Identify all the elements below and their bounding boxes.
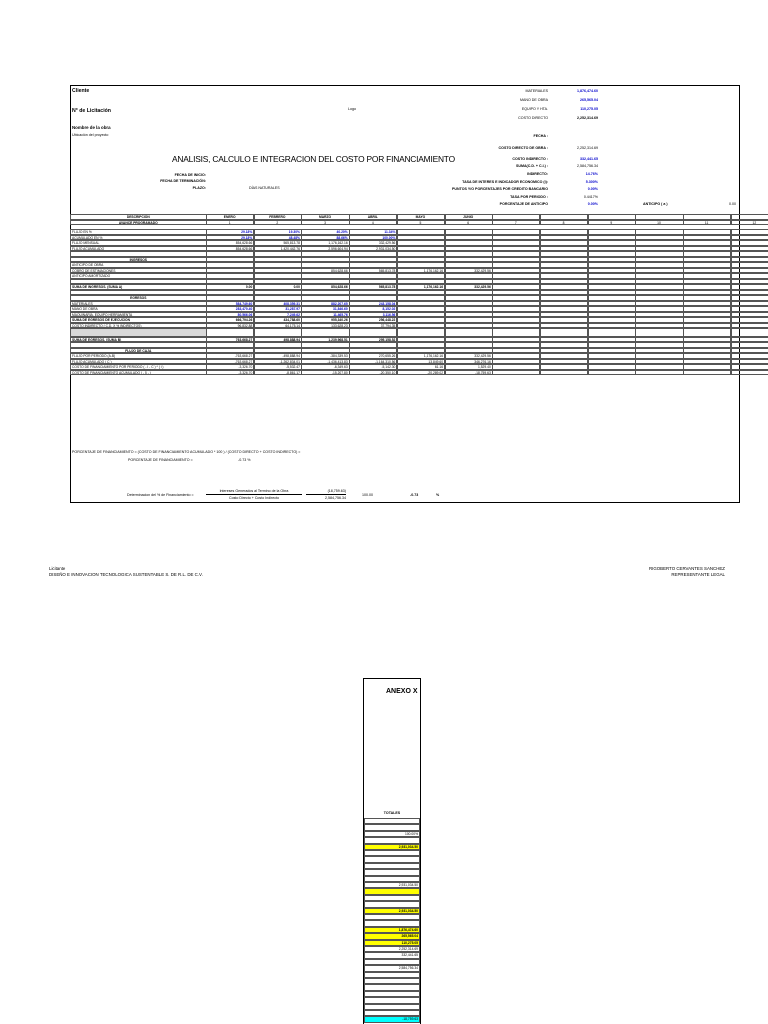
table-cell: -1,164,310.56 xyxy=(349,359,397,365)
equipo-value: 110,275.05 xyxy=(580,107,598,111)
mano-value: 265,565.04 xyxy=(580,98,598,102)
row-label: FLUJO ACUMULADO ( C ) xyxy=(70,359,207,365)
table-cell: 1,176,162.16 xyxy=(397,353,445,359)
table-cell: 7,249.62 xyxy=(254,312,302,318)
table-cell: 498,888.94 xyxy=(254,337,302,343)
month-header: JUNIO xyxy=(445,214,493,220)
table-cell: 243,158.04 xyxy=(349,301,397,307)
indirecto-value: 14.76% xyxy=(585,172,598,176)
table-cell: 332,429.56 xyxy=(445,353,493,359)
table-cell: 1,529.40 xyxy=(445,364,493,370)
anexo-title: ANEXO X xyxy=(386,688,418,695)
period-number: 9 xyxy=(588,220,636,226)
period-number: 5 xyxy=(397,220,445,226)
table-cell: 332,429.56 xyxy=(349,240,397,246)
table-cell: 955,340.26 xyxy=(301,317,349,323)
row-label: COSTO DE FINANCIAMIENTO ACUMULADO ( - δ - ) xyxy=(70,370,207,376)
directo-value: 2,252,314.69 xyxy=(577,116,598,120)
table-cell xyxy=(445,328,493,337)
table-cell: 434,788.60 xyxy=(254,317,302,323)
det-label: Determinacion del % de Financiamiento = xyxy=(127,493,194,497)
period-number: 1 xyxy=(206,220,254,226)
table-cell: 1,239,968.51 xyxy=(301,337,349,343)
row-label: FLUJO MENSUAL xyxy=(70,240,207,246)
materiales-value: 1,876,474.60 xyxy=(577,89,598,93)
table-cell: 19.30% xyxy=(254,229,302,235)
anexo-top-border xyxy=(363,678,420,679)
table-cell: 256,448.22 xyxy=(349,317,397,323)
anexo-cell: -18,759.63 xyxy=(364,1016,420,1022)
fraction-line-values xyxy=(306,494,346,495)
table-cell: 854,628.66 xyxy=(206,240,254,246)
table-cell: -20,350.10 xyxy=(349,370,397,376)
table-cell: 13,849.60 xyxy=(397,359,445,365)
table-cell: 666,794.26 xyxy=(206,317,254,323)
table-cell: -5,532.47 xyxy=(254,364,302,370)
table-cell: -18,759.63 xyxy=(445,370,493,376)
table-cell: 1,176,162.16 xyxy=(397,284,445,290)
periodo-label: TASA POR PERIODO : xyxy=(510,195,548,199)
table-cell: 64,175.14 xyxy=(254,323,302,329)
cdo-label: COSTO DIRECTO DE OBRA : xyxy=(498,146,548,150)
table-cell xyxy=(540,370,588,376)
mano-label: MANO DE OBRA xyxy=(520,98,548,102)
rep-role: REPRESENTANTE LEGAL xyxy=(671,572,725,577)
pct-formula: PORCENTAJE DE FINANCIAMIENTO = (COSTO DE FINANCIAMIENTO ACUMULADO * 100 ) / (COSTO DIRECTO + COSTO INDIRECTO) = xyxy=(72,450,301,454)
row-label: COBRO DE ESTIMACIONES xyxy=(70,268,207,274)
fecha-label: FECHA : xyxy=(533,134,548,138)
table-cell: 8,152.02 xyxy=(349,306,397,312)
table-cell: 31,846.60 xyxy=(301,306,349,312)
anexo-right-border xyxy=(420,678,421,1024)
directo-label: COSTO DIRECTO xyxy=(518,116,548,120)
anexo-cell: 2,931,034.50 xyxy=(364,908,420,914)
ubicacion-label: Ubicación del proyecto xyxy=(72,133,109,137)
row-label: ANTICIPO DE OBRA xyxy=(70,262,207,268)
month-header: ENERO xyxy=(206,214,254,220)
table-cell: 29.18% xyxy=(206,229,254,235)
anexo-cell: 110,275.05 xyxy=(364,940,420,946)
fecha-inicio-label: FECHA DE INICIO: xyxy=(174,173,206,177)
puntos-label: PUNTOS Y/O PORCENTAJES POR CREDITO BANCARIO xyxy=(452,187,548,191)
table-cell: 2,596,604.94 xyxy=(301,246,349,252)
row-label: FLUJO POR PERIODO (A-B) xyxy=(70,353,207,359)
table-cell: 565,813.78 xyxy=(254,240,302,246)
table-cell xyxy=(206,328,254,337)
table-cell xyxy=(349,328,397,337)
table-cell: 80,566.06 xyxy=(206,312,254,318)
table-cell: 270,655.26 xyxy=(349,353,397,359)
period-number: 2 xyxy=(254,220,302,226)
table-cell xyxy=(254,328,302,337)
table-cell: 854,628.66 xyxy=(301,284,349,290)
table-cell: -8,861.17 xyxy=(254,370,302,376)
num-label: Intereses Generados al Termino de la Obra xyxy=(219,489,289,493)
result-percent: % xyxy=(436,493,440,497)
anticipo-label: PORCENTAJE DE ANTICIPO xyxy=(499,202,548,206)
table-cell xyxy=(683,370,731,376)
table-cell: -3,326.70 xyxy=(206,364,254,370)
row-label: COSTO DE FINANCIAMIENTO POR PERIODO ( - I - C ) * ( i ) xyxy=(70,364,207,370)
multiplier: 100.00 xyxy=(362,493,373,497)
cliente-label: Cliente xyxy=(72,88,90,94)
table-cell: 283,470.40 xyxy=(206,306,254,312)
anexo-cell: 100.00% xyxy=(364,831,420,837)
table-cell: 0.00 xyxy=(206,284,254,290)
table-cell: -384,339.53 xyxy=(301,353,349,359)
period-number: 7 xyxy=(492,220,540,226)
table-cell: 11,465.76 xyxy=(301,312,349,318)
period-number: 11 xyxy=(683,220,731,226)
result: -0.73 xyxy=(410,493,419,497)
indirecto-label: INDIRECTO: xyxy=(527,172,548,176)
row-label: FLUJO DE CAJA xyxy=(70,348,207,354)
table-cell: 100.00% xyxy=(349,235,397,241)
table-cell: 11.34% xyxy=(349,229,397,235)
table-cell: 332,429.56 xyxy=(445,268,493,274)
table-cell: 854,628.66 xyxy=(301,268,349,274)
table-cell: 2,931,034.50 xyxy=(349,246,397,252)
row-label: MANO DE OBRA xyxy=(70,306,207,312)
table-cell: -498,888.94 xyxy=(254,353,302,359)
table-cell: 565,813.78 xyxy=(349,284,397,290)
month-header: MAYO xyxy=(397,214,445,220)
table-cell: 1,176,162.16 xyxy=(397,268,445,274)
period-number: 12 xyxy=(731,220,768,226)
anexo-totales: TOTALES xyxy=(383,811,401,815)
row-label: ANTICIPO AMORTIZADO xyxy=(70,273,207,279)
table-cell: 332,429.56 xyxy=(445,284,493,290)
table-cell: 1,176,162.16 xyxy=(301,240,349,246)
periodo-value: 0.4417% xyxy=(583,195,598,199)
month-header: MARZO xyxy=(301,214,349,220)
num-value: (18,759.63) xyxy=(327,489,346,493)
table-cell xyxy=(492,370,540,376)
table-cell: 61.16 xyxy=(397,364,445,370)
suma-label: SUMA(C.D. + C.I.) : xyxy=(515,164,548,168)
period-number: 4 xyxy=(349,220,397,226)
fecha-term-label: FECHA DE TERMINACIÓN: xyxy=(160,179,206,183)
anticipo-a-label: ANTICIPO ( a ) xyxy=(643,202,668,206)
row-label: SUMA DE EGRESOS. (SUMA B) xyxy=(70,337,207,343)
table-cell: -5,142.30 xyxy=(349,364,397,370)
table-cell: -1,436,413.83 xyxy=(301,359,349,365)
row-label: FLUJO ACUMULADO xyxy=(70,246,207,252)
pct-value: -0.73 % xyxy=(238,458,251,462)
dias-label: DÍAS NATURALES xyxy=(249,186,280,190)
anexo-cell: 332,441.65 xyxy=(364,952,420,958)
den-label: Costo Directo + Costo Indirecto xyxy=(228,496,280,500)
row-label: MAQUINARIA, EQUIPO HERRAMIENTA xyxy=(70,312,207,318)
fraction-line xyxy=(206,494,302,495)
table-cell: 854,628.66 xyxy=(206,246,254,252)
anexo-cell: 2,252,314.69 xyxy=(364,946,420,952)
table-cell: 882,207.65 xyxy=(301,301,349,307)
table-cell: 0.00 xyxy=(254,284,302,290)
anticipo-value: 0.00% xyxy=(587,202,598,206)
period-number: 3 xyxy=(301,220,349,226)
equipo-label: EQUIPO Y HTA. xyxy=(521,107,548,111)
table-cell xyxy=(397,328,445,337)
period-number: 6 xyxy=(445,220,493,226)
materiales-label: MATERIALES xyxy=(525,89,548,93)
table-cell xyxy=(635,328,683,337)
period-number: 10 xyxy=(635,220,683,226)
table-cell: -1,262,834.01 xyxy=(254,359,302,365)
pct-label: PORCENTAJE DE FINANCIAMIENTO = xyxy=(128,458,193,462)
table-cell: 584,749.60 xyxy=(206,301,254,307)
table-cell: 133,628.23 xyxy=(301,323,349,329)
table-cell: 346,276.16 xyxy=(445,359,493,365)
ci-value: 332,441.65 xyxy=(580,157,598,161)
table-cell: -3,326.70 xyxy=(206,370,254,376)
anexo-cell: 2,931,034.50 xyxy=(364,882,420,888)
row-label: INGRESOS xyxy=(70,257,207,263)
table-cell: 31,287.97 xyxy=(254,306,302,312)
month-header: ABRIL xyxy=(349,214,397,220)
table-cell: 29.18% xyxy=(206,235,254,241)
den-value: 2,584,756.34 xyxy=(325,496,346,500)
anexo-cell: 2,931,034.50 xyxy=(364,844,420,850)
table-cell: 408,359.31 xyxy=(254,301,302,307)
licitacion-label: N° de Licitación xyxy=(72,108,111,114)
table-cell: -15,207.80 xyxy=(301,370,349,376)
row-label: FLUJO EN % xyxy=(70,229,207,235)
puntos-value: 0.00% xyxy=(587,187,598,191)
table-cell xyxy=(588,370,636,376)
cdo-value: 2,252,314.69 xyxy=(577,146,598,150)
month-header: FEBRERO xyxy=(254,214,302,220)
obra-label: Nombre de la obra xyxy=(72,125,111,130)
table-cell: 3,116.56 xyxy=(349,312,397,318)
spacer-row xyxy=(70,328,207,337)
table-cell: 295,158.52 xyxy=(349,337,397,343)
table-cell: 48.48% xyxy=(254,235,302,241)
suma-value: 2,584,756.34 xyxy=(577,164,598,168)
row-label: SUMA DE EGRESOS DE EJECUCION xyxy=(70,317,207,323)
table-cell xyxy=(683,328,731,337)
table-cell: -763,668.27 xyxy=(206,359,254,365)
table-cell xyxy=(731,328,768,337)
ci-label: COSTO INDIRECTO : xyxy=(512,157,548,161)
table-cell: 88.66% xyxy=(301,235,349,241)
row-label: EGRESOS xyxy=(70,295,207,301)
frame-top xyxy=(70,85,740,86)
table-cell xyxy=(635,370,683,376)
table-cell: 1,420,442.76 xyxy=(254,246,302,252)
row-label: MATERIALES xyxy=(70,301,207,307)
table-cell: -20,289.02 xyxy=(397,370,445,376)
licitante-label: Licitante xyxy=(49,566,66,571)
table-cell xyxy=(492,328,540,337)
anexo-cell: 2,584,756.34 xyxy=(364,965,420,971)
company-name: DISEÑO E INNOVACION TECNOLOGICA SUSTENTABLE S. DE R.L. DE C.V. xyxy=(49,572,203,577)
table-cell: 763,668.27 xyxy=(206,337,254,343)
anexo-cell: 265,565.04 xyxy=(364,933,420,939)
anticipo-a-value: 0.00 xyxy=(729,202,736,206)
tasa-label: TASA DE INTERES E INDICADOR ECONOMICO (i): xyxy=(462,180,548,184)
table-cell xyxy=(731,370,768,376)
tasa-value: 5.300% xyxy=(585,180,598,184)
table-cell: 96,832.88 xyxy=(206,323,254,329)
table-cell: 565,813.78 xyxy=(349,268,397,274)
table-cell xyxy=(540,328,588,337)
plazo-label: PLAZO: xyxy=(192,186,206,190)
table-cell xyxy=(301,328,349,337)
anexo-cell: 1,876,474.60 xyxy=(364,927,420,933)
table-cell: 40.20% xyxy=(301,229,349,235)
row-label: ACUMULADO EN % xyxy=(70,235,207,241)
row-label: SUMA DE INGRESOS. (SUMA A) xyxy=(70,284,207,290)
frame-bottom xyxy=(70,502,740,503)
table-cell: 37,794.35 xyxy=(349,323,397,329)
logo-placeholder: Logo xyxy=(348,107,356,111)
table-cell: -763,668.27 xyxy=(206,353,254,359)
desc-header: DESCRIPCIÓN xyxy=(70,214,207,220)
period-number: 8 xyxy=(540,220,588,226)
page-title: ANALISIS, CALCULO E INTEGRACION DEL COSTO POR FINANCIAMIENTO xyxy=(172,154,455,164)
row-label: COSTO INDIRECTO ( C.D. X % INDIRECTOS) xyxy=(70,323,207,329)
table-cell: -6,349.63 xyxy=(301,364,349,370)
avance-header: AVANCE PROGRAMADO xyxy=(70,220,207,226)
table-cell xyxy=(588,328,636,337)
rep-name: RIGOBERTO CERVANTES SANCHEZ xyxy=(648,566,725,571)
